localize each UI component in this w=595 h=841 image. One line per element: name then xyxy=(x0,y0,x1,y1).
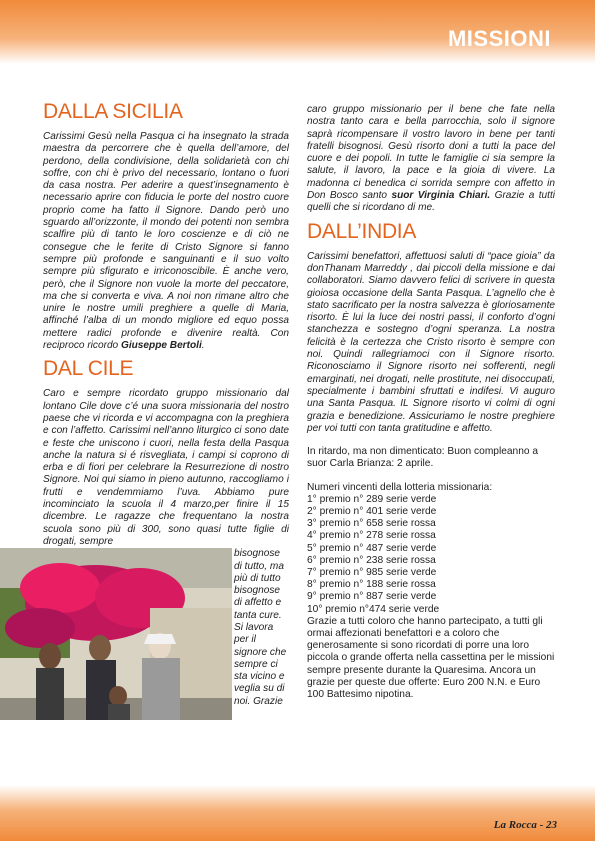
sicilia-body: Carissimi Gesù nella Pasqua ci ha insegnato la strada maestra da percorrere che è quella dell’amore, del perdono, della condivisione, della solidarietà con chi soffre, con chi è privo del necessario, lontano o fuori da casa nostra. Per aderire a quest’insegnamento è necessario aprire con fiducia le porte del nostro cuore proprio come ha fatto il Signore. Dando però uno sguardo all’orizzonte, il mondo dei potenti non sembra scalfire più di tanto le loro coscienze e di ciò ne consegue che le ferite di Cristo Signore si fanno sempre più profonde e sanguinanti e il suo volto sempre più sfigurato e irriconoscibile. È anche vero, però, che il Signore non vuole la morte del peccatore, ma che si converta e viva. A noi non rimane altro che unire le nostre umili preghiere a quelle di Maria, affinché l’alba di un mondo migliore ed equo possa mettere radici profonde e divenire realtà. Con reciproco ricordo Giuseppe Bertoli. xyxy=(43,131,289,352)
notices xyxy=(307,446,555,701)
list-item: 9° premio n° 887 serie verde xyxy=(307,591,437,603)
cile-closing: Grazie a tutti quelli che si ricordano di me. xyxy=(307,190,555,214)
cile-body: Caro e sempre ricordato gruppo missionario dal lontano Cile dove c’é una suora missionaria del nostro paese che vi ricorda e vi accompagna con la preghiera e con l’affetto. Carissimi nell’anno liturgico ci sono date e feste che uniscono i cuori, nella festa della Pasqua anche la natura si é risvegliata, i campi si coprono di erba e di fiori per celebrare la Resurrezione di nostro Signore. Noi qui siamo in pieno autunno, raccogliamo i frutti e vendemmiamo l’uva. Abbiamo pure incominciato la scuola il 4 marzo,per finire il 15 dicembre. Le ragazze che frequentano la nostra scuola sono più di 300, sono quasi tutte figlie di drogati, sempre xyxy=(43,388,289,547)
list-item: 6° premio n° 238 serie rossa xyxy=(307,554,436,566)
cile-signature: suor Virginia Chiari. xyxy=(391,190,491,202)
list-item: 1° premio n° 289 serie verde xyxy=(307,493,437,505)
india-body: Carissimi benefattori, affettuosi saluti di “pace gioia” da donThanam Marreddy , dai piccoli della missione e dai collaboratori. Siamo davvero felici di scrivere in questa gioiosa occasione della Santa Pasqua. L’agnello che è stato sacrificato per la nostra salvezza è gloriosamente risorto. È lui la luce dei nostri passi, il conforto d’ogni stanchezza e sostegno d’ogni speranza. La nostra felicità è la certezza che Cristo risorto è sempre con noi. Quindi rallegriamoci con il Signore risorto. Riconosciamo il Signore risorto nei sofferenti, negli emarginati, nei drogati, nelle prostitute, nei disoccupati, specialmente i bambini sfruttati e indifesi. Vi auguro una Santa Pasqua. IL Signore risorto vi colmi di ogni grazia e benedizione. Assicuriamo le nostre preghiere per voi tutti con tanta gratitudine e affetto. xyxy=(307,250,555,434)
list-item: 3° premio n° 658 serie rossa xyxy=(307,518,436,530)
cile-body-beside-photo: bisognose di tutto, ma più di tutto bisognose di affetto e tanta cure. Si lavora per il signore che sempre ci sta vicino e veglia su di noi. Grazie xyxy=(234,548,287,707)
missionaries-photo xyxy=(0,548,232,720)
lottery-thanks: Grazie a tutti coloro che hanno partecipato, a tutti gli ormai affezionati benefattori e a coloro che generosamente si sono ricordati di porre una loro piccola o grande offerta nella cassettina per le missioni sempre presente durante la Quaresima. Ancora un grazie per queste due offerte: Euro 200 N.N. e Euro 100 Battesimo nipotina. xyxy=(307,615,555,700)
lottery-title: Numeri vincenti della lotteria missionaria: xyxy=(307,481,493,493)
section-title: MISSIONI xyxy=(447,26,551,51)
list-item: 5° premio n° 487 serie verde xyxy=(307,542,437,554)
cile-continuation xyxy=(307,104,555,215)
page-footer: La Rocca - 23 xyxy=(493,819,557,831)
left-column xyxy=(43,100,289,718)
footer-band xyxy=(0,785,595,841)
right-column xyxy=(307,104,555,701)
cile-heading: DAL CILE xyxy=(43,357,134,381)
list-item: 7° premio n° 985 serie verde xyxy=(307,566,437,578)
birthday-notice: In ritardo, ma non dimenticato: Buon compleanno a suor Carla Brianza: 2 aprile. xyxy=(307,446,539,470)
cile-photo-block xyxy=(43,548,289,718)
sicilia-heading: DALLA SICILIA xyxy=(43,100,183,123)
sicilia-text: Carissimi Gesù nella Pasqua ci ha insegnato la strada maestra da percorrere che è quella dell’amore, del perdono, della condivisione, della solidarietà con chi soffre, con chi è privo del necessario, lontano o fuori da casa nostra. Per aderire a quest’insegnamento è necessario aprire con fiducia le porte del nostro cuore proprio come ha fatto il Signore. Dando però uno sguardo all’orizzonte, il mondo dei potenti non sembra scalfire più di tanto le loro coscienze e di ciò ne consegue che le ferite di Cristo Signore si fanno sempre più profonde e sanguinanti e il suo volto sempre più sfigurato e irriconoscibile. È anche vero, però, che il Signore non vuole la morte del peccatore, ma che si converta e viva. A noi non rimane altro che unire le nostre umili preghiere a quelle di Maria, affinché l’alba di un mondo migliore ed equo possa mettere radici profonde e divenire realtà. Con reciproco ricordo xyxy=(43,131,289,352)
list-item: 2° premio n° 401 serie verde xyxy=(307,505,437,517)
list-item: 4° premio n° 278 serie rossa xyxy=(307,530,436,542)
list-item: 10° premio n°474 serie verde xyxy=(307,603,440,615)
india-heading: DALL’INDIA xyxy=(307,219,417,243)
list-item: 8° premio n° 188 serie rossa xyxy=(307,579,436,591)
sicilia-signature: Giuseppe Bertoli xyxy=(120,340,202,352)
cile-continuation-text: caro gruppo missionario per il bene che fate nella nostra tanto cara e bella parrocchia, solo il signore saprà ricompensare il vostro lavoro in bene per tanti fratelli bisognosi. Gesù risorto doni a tutti la pace del cuore e dei popoli. In tutte le famiglie ci sia sempre la salute, il lavoro, la pace e la gioia di vivere. La madonna ci benedica ci sorrida sempre con affetto in Don Bosco santo xyxy=(307,104,555,202)
prize-list xyxy=(307,494,555,616)
